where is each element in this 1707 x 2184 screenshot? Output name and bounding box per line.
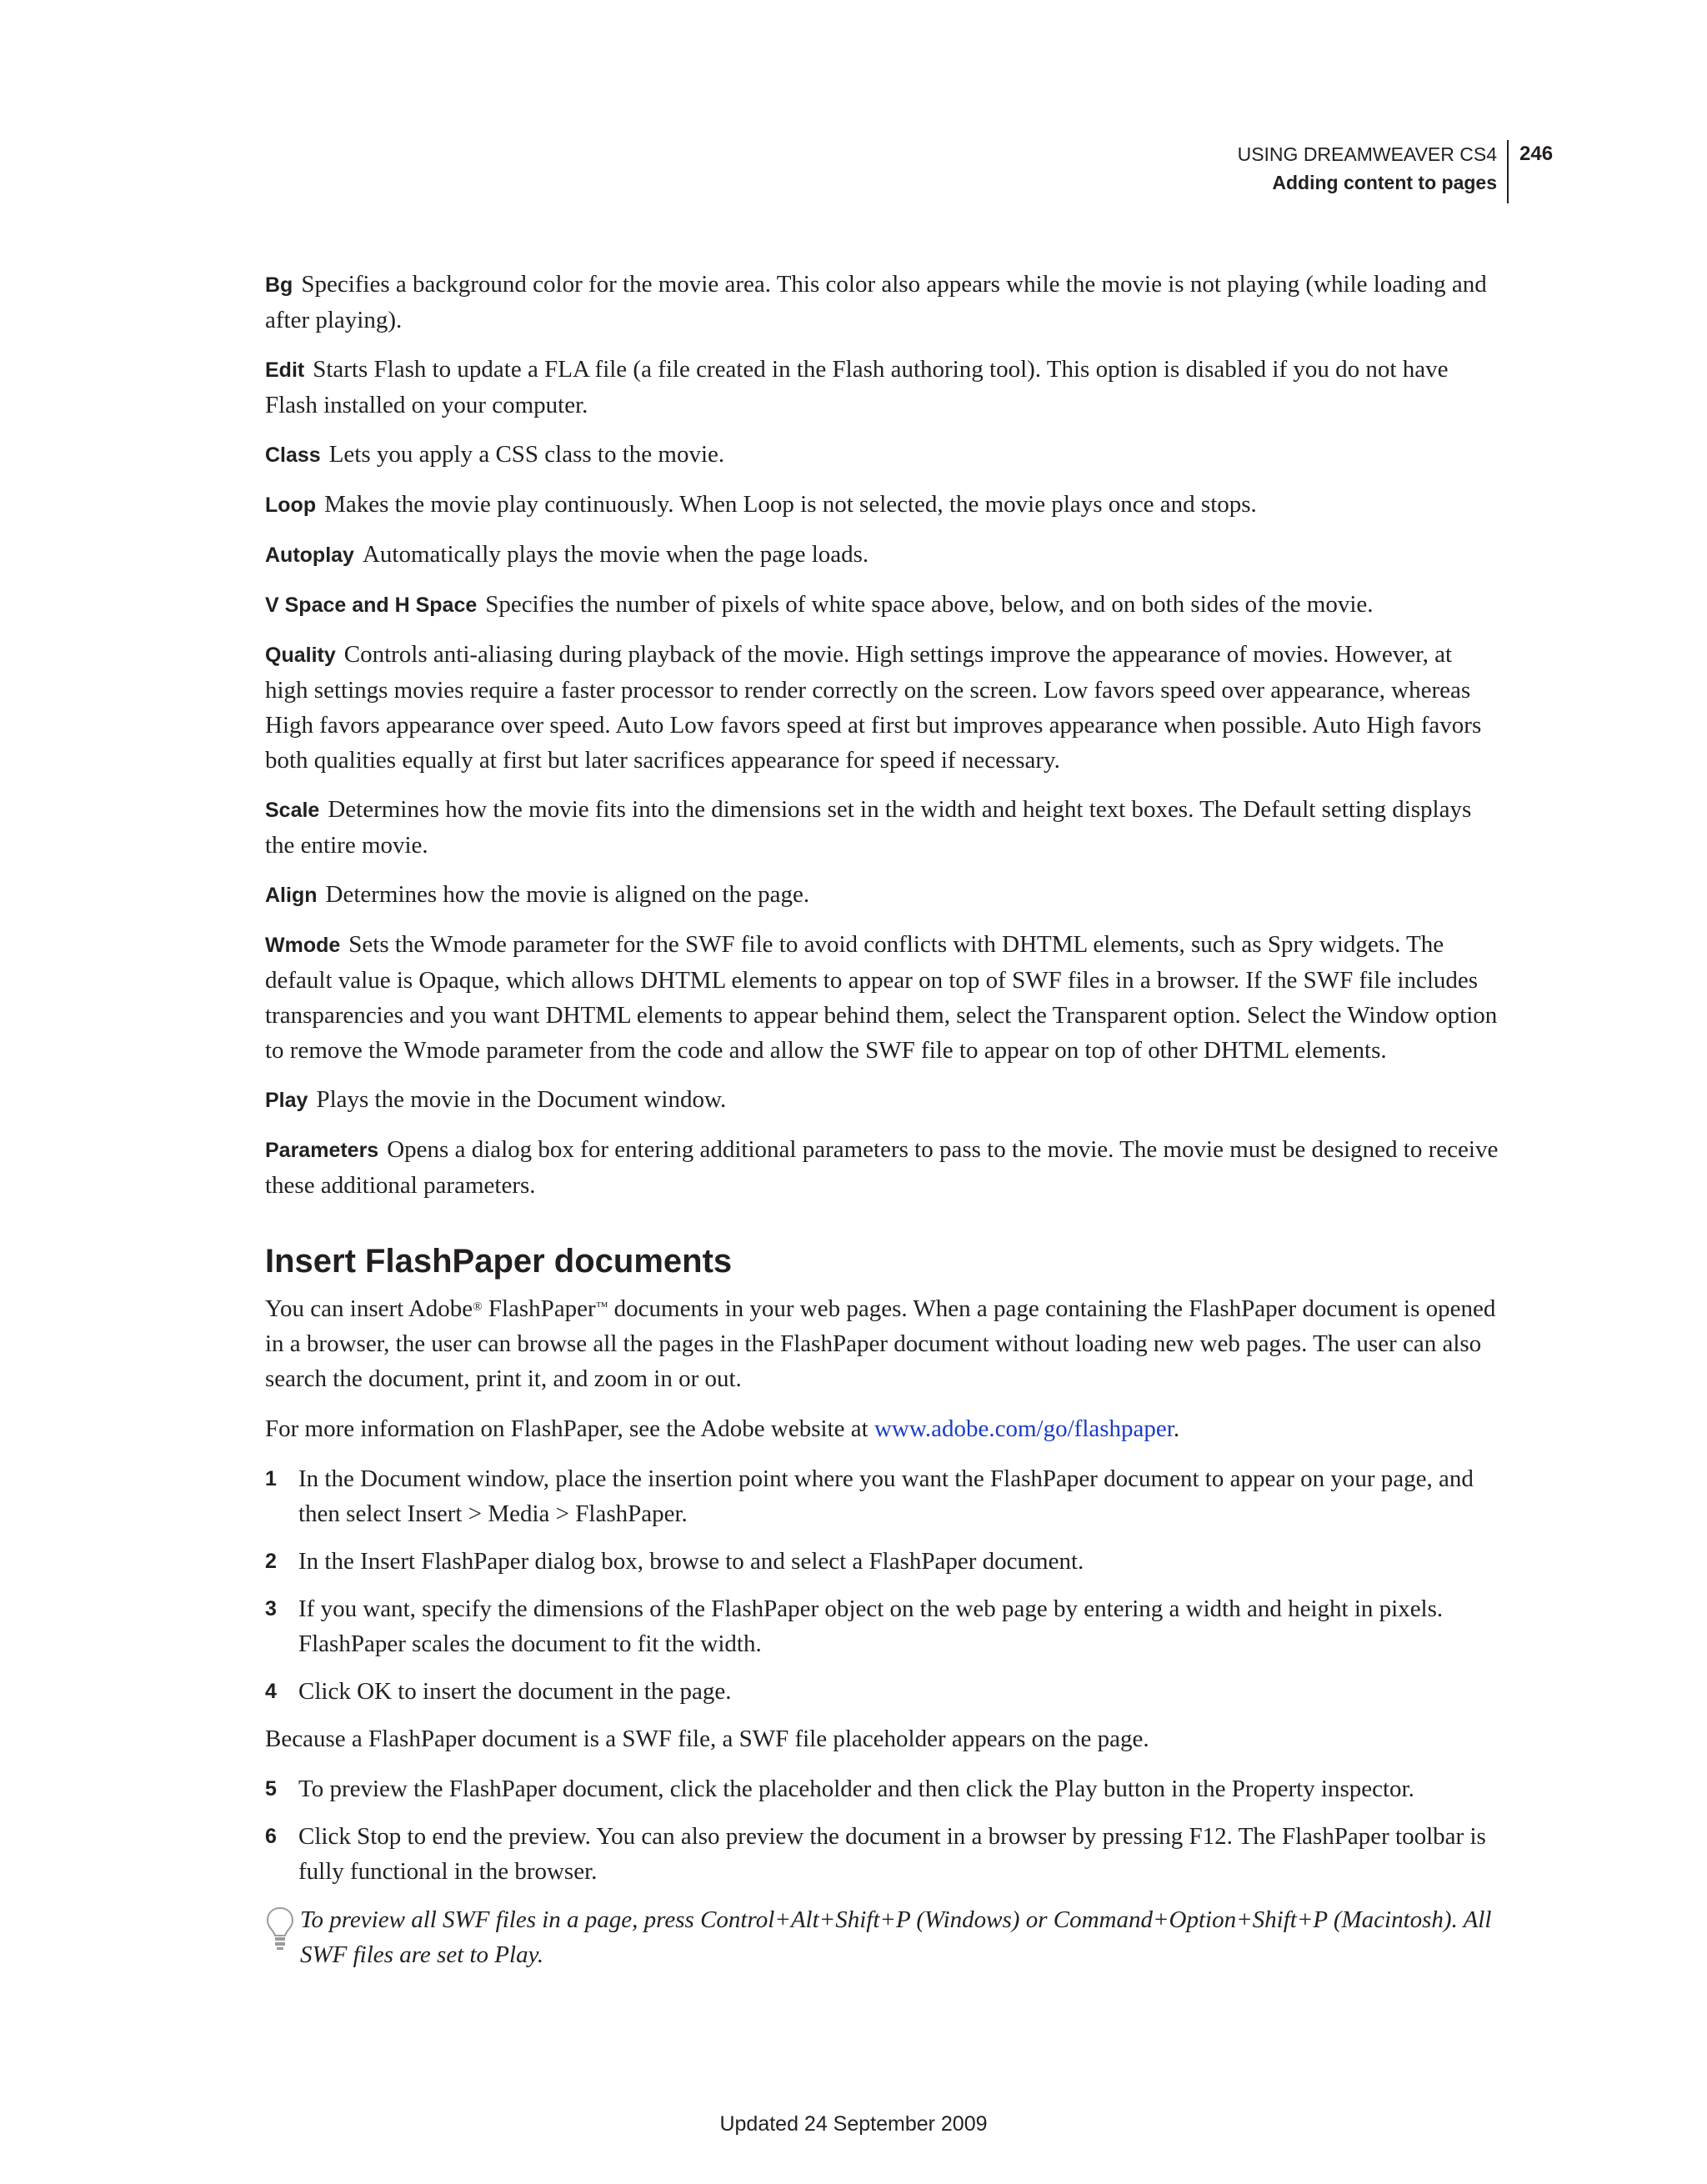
- tip-text: To preview all SWF files in a page, press Control+Alt+Shift+P (Windows) or Command+Option+Shift+P (Macintosh). All SWF files are set to Play.: [300, 1906, 1492, 1968]
- step-text: To preview the FlashPaper document, click the placeholder and then click the Play button in the Property inspector.: [298, 1776, 1414, 1802]
- definition-quality: [265, 637, 1499, 778]
- step-item: [265, 1771, 1499, 1806]
- step-text: If you want, specify the dimensions of the FlashPaper object on the web page by entering a width and height in pixels. FlashPaper scales the document to fit the width.: [298, 1595, 1444, 1657]
- term-label: Class: [265, 443, 321, 467]
- term-text: Sets the Wmode parameter for the SWF file to avoid conflicts with DHTML elements, such as Spry widgets. The default value is Opaque, which allows DHTML elements to appear on top of SWF files in a browser. If the SWF file includes transparencies and you want DHTML elements to appear behind them, select the Transparent option. Select the Window option to remove the Wmode parameter from the code and allow the SWF file to appear on top of other DHTML elements.: [265, 931, 1498, 1064]
- term-label: Play: [265, 1089, 308, 1112]
- definition-autoplay: [265, 537, 1499, 573]
- more-info-suffix: .: [1173, 1415, 1180, 1442]
- step-item: [265, 1461, 1499, 1531]
- definition-align: [265, 877, 1499, 913]
- term-label: Wmode: [265, 934, 341, 957]
- step-text: In the Document window, place the insertion point where you want the FlashPaper document to appear on your page, and then select Insert > Media > FlashPaper.: [298, 1465, 1474, 1527]
- term-label: Scale: [265, 799, 320, 822]
- definition-bg: [265, 267, 1499, 338]
- intro-text-b: FlashPaper: [482, 1295, 596, 1322]
- term-text: Automatically plays the movie when the page loads.: [362, 541, 869, 568]
- page-footer: Updated 24 September 2009: [719, 2112, 988, 2136]
- trademark-mark: ™: [595, 1300, 608, 1314]
- flashpaper-link[interactable]: www.adobe.com/go/flashpaper: [874, 1415, 1174, 1442]
- definition-scale: [265, 792, 1499, 863]
- definition-class: [265, 437, 1499, 473]
- step-number: 4: [265, 1680, 277, 1703]
- term-label: Autoplay: [265, 543, 354, 567]
- lightbulb-icon: [265, 1902, 300, 1972]
- step-number: 2: [265, 1550, 277, 1573]
- more-info-paragraph: [265, 1411, 1499, 1446]
- step-item: [265, 1819, 1499, 1889]
- term-text: Opens a dialog box for entering additional parameters to pass to the movie. The movie must be designed to receive these additional parameters.: [265, 1136, 1499, 1199]
- steps-list-b: [265, 1771, 1499, 1889]
- term-text: Starts Flash to update a FLA file (a file created in the Flash authoring tool). This option is disabled if you do not have Flash installed on your computer.: [265, 356, 1449, 418]
- term-label: V Space and H Space: [265, 594, 478, 617]
- page-content: [265, 267, 1499, 1972]
- step-text: Click Stop to end the preview. You can also preview the document in a browser by pressing F12. The FlashPaper toolbar is fully functional in the browser.: [298, 1823, 1486, 1885]
- tip-note: [265, 1902, 1499, 1972]
- definition-parameters: [265, 1132, 1499, 1203]
- between-paragraph: Because a FlashPaper document is a SWF file, a SWF file placeholder appears on the page.: [265, 1726, 1149, 1752]
- step-item: [265, 1544, 1499, 1579]
- section-heading: Insert FlashPaper documents: [265, 1243, 733, 1280]
- term-label: Loop: [265, 493, 317, 517]
- definition-play: [265, 1082, 1499, 1118]
- step-number: 6: [265, 1825, 277, 1848]
- intro-text-c: documents in your web pages. When a page containing the FlashPaper document is opened in a browser, the user can browse all the pages in the FlashPaper document without loading new web pages. The user can also search the document, print it, and zoom in or out.: [265, 1295, 1496, 1392]
- term-text: Specifies a background color for the movie area. This color also appears while the movie is not playing (while loading and after playing).: [265, 271, 1487, 333]
- registered-mark: ®: [473, 1300, 483, 1314]
- term-text: Plays the movie in the Document window.: [316, 1086, 727, 1113]
- step-text: Click OK to insert the document in the page.: [298, 1678, 732, 1705]
- definition-vspace-hspace: [265, 587, 1499, 623]
- term-label: Edit: [265, 358, 305, 382]
- term-label: Bg: [265, 273, 293, 297]
- step-number: 1: [265, 1467, 277, 1490]
- term-text: Lets you apply a CSS class to the movie.: [328, 441, 725, 468]
- chapter-title: Adding content to pages: [1272, 172, 1497, 193]
- term-text: Determines how the movie fits into the dimensions set in the width and height text boxes. The Default setting displays the entire movie.: [265, 796, 1472, 859]
- term-label: Quality: [265, 644, 336, 667]
- term-text: Determines how the movie is aligned on the page.: [325, 881, 810, 908]
- term-label: Parameters: [265, 1139, 379, 1162]
- running-header-text: [997, 140, 1509, 203]
- term-text: Makes the movie play continuously. When Loop is not selected, the movie plays once and stops.: [324, 491, 1257, 518]
- page-number: 246: [1519, 143, 1554, 165]
- definition-wmode: [265, 927, 1499, 1068]
- term-text: Specifies the number of pixels of white space above, below, and on both sides of the movie.: [485, 591, 1374, 618]
- intro-paragraph: [265, 1291, 1499, 1396]
- step-item: [265, 1591, 1499, 1661]
- step-number: 3: [265, 1597, 277, 1620]
- steps-list-a: [265, 1461, 1499, 1709]
- definition-loop: [265, 487, 1499, 523]
- definition-edit: [265, 352, 1499, 423]
- term-text: Controls anti-aliasing during playback of the movie. High settings improve the appearance of movies. However, at high settings movies require a faster processor to render correctly on the screen. Low favors speed over appearance, whereas High favors appearance over speed. Auto Low favors speed at first but improves appearance when possible. Auto High favors both qualities equally at first but later sacrifices appearance for speed if necessary.: [265, 641, 1482, 774]
- book-title: USING DREAMWEAVER CS4: [1237, 143, 1497, 165]
- step-number: 5: [265, 1777, 277, 1801]
- step-item: [265, 1674, 1499, 1709]
- step-text: In the Insert FlashPaper dialog box, browse to and select a FlashPaper document.: [298, 1548, 1084, 1575]
- term-label: Align: [265, 884, 318, 907]
- more-info-prefix: For more information on FlashPaper, see the Adobe website at: [265, 1415, 874, 1442]
- intro-text-a: You can insert Adobe: [265, 1295, 473, 1322]
